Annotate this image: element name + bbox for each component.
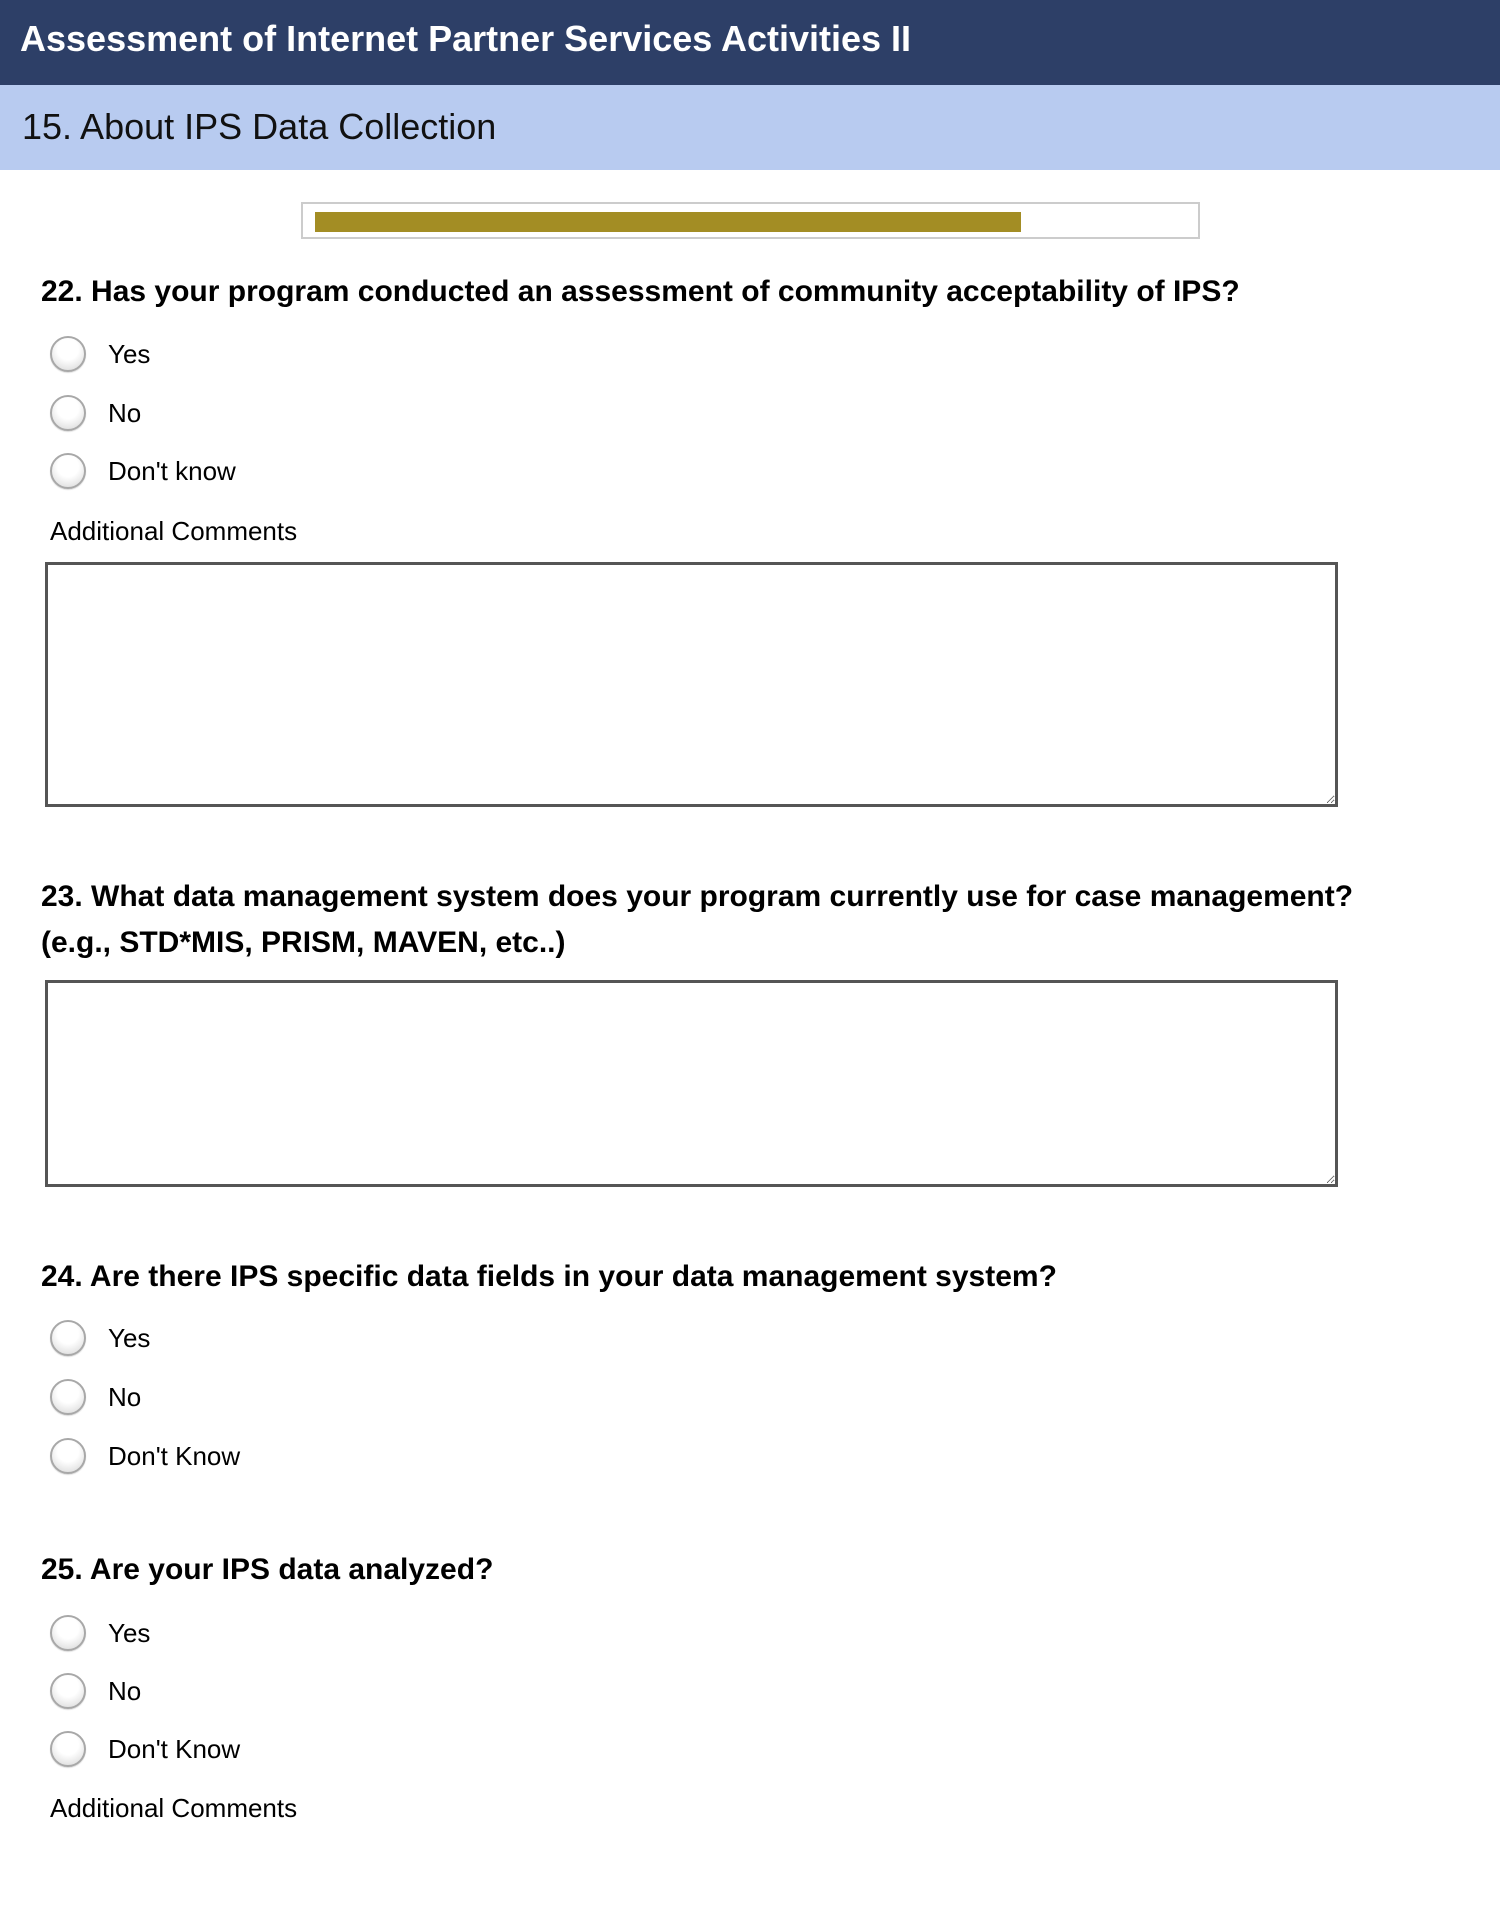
q22-comments-label: Additional Comments xyxy=(50,516,298,546)
question-24-title: 24. Are there IPS specific data fields in your data management system? xyxy=(41,1260,1057,1293)
q24-option-yes[interactable] xyxy=(50,1316,150,1360)
radio-button[interactable] xyxy=(50,453,86,489)
q25-option-dont-know[interactable] xyxy=(50,1727,240,1771)
radio-button[interactable] xyxy=(50,1320,86,1356)
q25-option-yes[interactable] xyxy=(50,1611,150,1655)
radio-button[interactable] xyxy=(50,1615,86,1651)
q25-comments-label: Additional Comments xyxy=(50,1793,298,1823)
q25-option-no[interactable] xyxy=(50,1669,141,1713)
question-22-title: 22. Has your program conducted an assessment of community acceptability of IPS? xyxy=(41,275,1240,308)
radio-button[interactable] xyxy=(50,395,86,431)
radio-button[interactable] xyxy=(50,1673,86,1709)
q22-option-yes[interactable] xyxy=(50,332,150,376)
progress-fill xyxy=(315,212,1021,232)
survey-title: Assessment of Internet Partner Services Activities II xyxy=(20,18,912,59)
option-label: Don't Know xyxy=(108,1440,241,1471)
q22-option-dont-know[interactable] xyxy=(50,449,236,493)
option-label: No xyxy=(108,1381,142,1412)
survey-header xyxy=(0,0,1500,85)
q22-option-no[interactable] xyxy=(50,391,141,435)
option-label: Yes xyxy=(108,1322,151,1353)
option-label: Don't Know xyxy=(108,1733,241,1764)
option-label: Yes xyxy=(108,1617,151,1648)
q22-comments-textarea[interactable] xyxy=(45,562,1338,807)
option-label: No xyxy=(108,397,142,428)
radio-button[interactable] xyxy=(50,1379,86,1415)
option-label: Yes xyxy=(108,338,151,369)
option-label: Don't know xyxy=(108,455,236,486)
section-header xyxy=(0,85,1500,170)
question-25-title: 25. Are your IPS data analyzed? xyxy=(41,1553,494,1586)
radio-button[interactable] xyxy=(50,1438,86,1474)
option-label: No xyxy=(108,1675,142,1706)
progress-bar xyxy=(301,202,1200,239)
q24-option-no[interactable] xyxy=(50,1375,141,1419)
section-title: 15. About IPS Data Collection xyxy=(22,106,497,147)
radio-button[interactable] xyxy=(50,336,86,372)
radio-button[interactable] xyxy=(50,1731,86,1767)
q23-answer-textarea[interactable] xyxy=(45,980,1338,1187)
question-23-title: 23. What data management system does your program currently use for case management? (e.g., STD*MIS, PRISM, MAVEN, etc..) xyxy=(41,880,1354,959)
q24-option-dont-know[interactable] xyxy=(50,1434,240,1478)
